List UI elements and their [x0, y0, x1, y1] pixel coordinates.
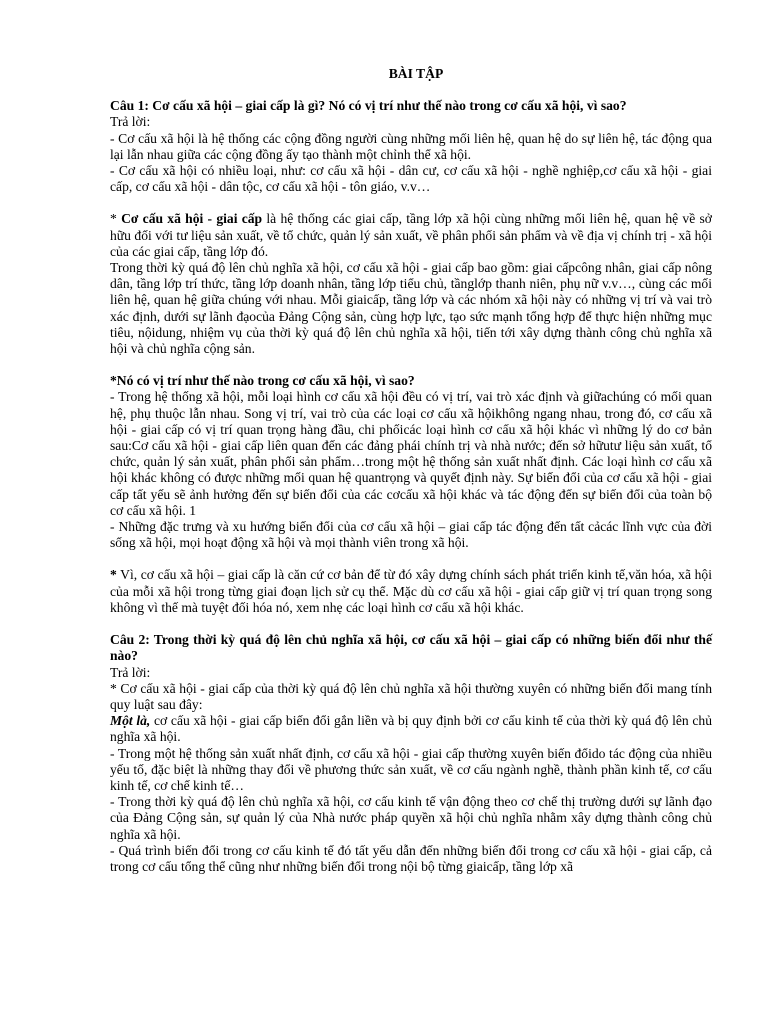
q1-definition	[110, 211, 712, 260]
q1-paragraph-6-text: Vì, cơ cấu xã hội – giai cấp là căn cứ cơ bản để từ đó xây dựng chính sách phát triển kinh tế,văn hóa, xã hội của mỗi xã hội trong từng giai đoạn lịch sử cụ thể. Mặc dù cơ cấu xã hội - giai cấp giữ vị trí quan trọng song không vì thế mà tuyệt đối hóa nó, xem nhẹ các loại hình cơ cấu xã hội khác.	[110, 567, 712, 615]
asterisk-bullet: *	[110, 567, 117, 583]
q1-paragraph-6	[110, 567, 712, 616]
q2-paragraph-2	[110, 713, 712, 745]
q1-paragraph-4: - Trong hệ thống xã hội, mỗi loại hình cơ cấu xã hội đều có vị trí, vai trò xác định và giữachúng có mối quan hệ, phụ thuộc lẫn nhau. Song vị trí, vai trò của các loại cơ cấu xã hộikhông ngang nhau, trong đó, cơ cấu xã hội - giai cấp có vị trí quan trọng hàng đầu, chi phốicác loại hình cơ cấu xã hội khác vì những lý do cơ bản sau:Cơ cấu xã hội - giai cấp liên quan đến các đảng phái chính trị và nhà nước; đến sở hữutư liệu sản xuất, tổ chức, quản lý sản xuất, phân phối sản phẩm…trong một hệ thống sản xuất nhất định. Các loại hình cơ cấu xã hội khác không có được những mối quan hệ quantrọng và quyết định này. Sự biến đổi của cơ cấu xã hội - giai cấp tất yếu sẽ ảnh hưởng đến sự biến đổi của các cơcấu xã hội khác và tác động đến sự biến đổi của toàn bộ cơ cấu xã hội. 1	[110, 389, 712, 518]
definition-text: là hệ thống các giai cấp, tầng lớp xã hội cùng những mối liên hệ, quan hệ về sở hữu đối với tư liệu sản xuất, về tổ chức, quản lý sản xuất, về phân phối sản phẩm và về địa vị chính trị - xã hội của các giai cấp, tầng lớp đó.	[110, 211, 713, 259]
question-1: Câu 1: Cơ cấu xã hội – giai cấp là gì? Nó có vị trí như thế nào trong cơ cấu xã hội, vì sao?	[110, 98, 627, 114]
question-2: Câu 2: Trong thời kỳ quá độ lên chủ nghĩa xã hội, cơ cấu xã hội – giai cấp có những biến đổi như thế nào?	[110, 632, 712, 664]
spacer	[110, 357, 712, 373]
spacer	[110, 551, 712, 567]
q2-paragraph-3: - Trong một hệ thống sản xuất nhất định, cơ cấu xã hội - giai cấp thường xuyên biến đổido tác động của nhiều yếu tố, đặc biệt là những thay đổi về phương thức sản xuất, về cơ cấu ngành nghề, thành phần kinh tế, cơ cấu kinh tế, cơ chế kinh tế…	[110, 745, 712, 793]
definition-bullet: *	[110, 211, 122, 227]
q1-paragraph-2: - Cơ cấu xã hội có nhiều loại, như: cơ cấu xã hội - dân cư, cơ cấu xã hội - nghề nghiệp,cơ cấu xã hội - giai cấp, cơ cấu xã hội - dân tộc, cơ cấu xã hội - tôn giáo, v.v…	[110, 163, 712, 195]
spacer	[110, 616, 712, 632]
q1-paragraph-5: - Những đặc trưng và xu hướng biến đổi của cơ cấu xã hội – giai cấp tác động đến tất cảcác lĩnh vực của đời sống xã hội, mọi hoạt động xã hội và mọi thành viên trong xã hội.	[110, 519, 712, 551]
q2-paragraph-1: * Cơ cấu xã hội - giai cấp của thời kỳ quá độ lên chủ nghĩa xã hội thường xuyên có những biến đổi mang tính quy luật sau đây:	[110, 680, 712, 712]
q1-sub-heading: *Nó có vị trí như thế nào trong cơ cấu xã hội, vì sao?	[110, 373, 415, 389]
q2-paragraph-4: - Trong thời kỳ quá độ lên chủ nghĩa xã hội, cơ cấu kinh tế vận động theo cơ chế thị trường dưới sự lãnh đạo của Đảng Cộng sản, sự quản lý của Nhà nước pháp quyền xã hội chủ nghĩa nhằm xây dựng thành công chủ nghĩa xã hội.	[110, 794, 712, 842]
answer-label-2: Trả lời:	[110, 664, 151, 680]
answer-label-1: Trả lời:	[110, 114, 151, 130]
q2-paragraph-2-text: cơ cấu xã hội - giai cấp biến đổi gắn liền và bị quy định bởi cơ cấu kinh tế của thời kỳ quá độ lên chủ nghĩa xã hội.	[110, 713, 712, 745]
q1-paragraph-3: Trong thời kỳ quá độ lên chủ nghĩa xã hội, cơ cấu xã hội - giai cấp bao gồm: giai cấpcông nhân, giai cấp nông dân, tầng lớp trí thức, tầng lớp doanh nhân, tầng lớp tiểu chủ, tầnglớp thanh niên, phụ nữ v.v…, cùng các mối liên hệ, quan hệ giữa chúng với nhau. Mỗi giaicấp, tầng lớp và các nhóm xã hội này có những vị trí và vai trò xác định, dưới sự lãnh đạocủa Đảng Cộng sản, cùng hợp lực, tạo sức mạnh tổng hợp để thực hiện những mục tiêu, nộidung, nhiệm vụ của thời kỳ quá độ lên chủ nghĩa xã hội, tiến tới xây dựng thành công chủ nghĩa xã hội và chủ nghĩa cộng sản.	[110, 260, 712, 357]
q2-paragraph-5: - Quá trình biến đổi trong cơ cấu kinh tế đó tất yếu dẫn đến những biến đổi trong cơ cấu xã hội - giai cấp, cả trong cơ cấu tổng thể cũng như những biến đổi trong nội bộ từng giaicấp, tầng lớp xã	[110, 842, 712, 874]
document-title: BÀI TẬP	[388, 66, 444, 81]
definition-term: Cơ cấu xã hội - giai cấp	[121, 211, 263, 227]
q1-paragraph-1: - Cơ cấu xã hội là hệ thống các cộng đồng người cùng những mối liên hệ, quan hệ do sự liên hệ, tác động qua lại lẫn nhau giữa các cộng đồng ấy tạo thành một chỉnh thể xã hội.	[110, 130, 712, 162]
emphasis-first: Một là,	[110, 713, 151, 729]
spacer	[110, 195, 712, 211]
